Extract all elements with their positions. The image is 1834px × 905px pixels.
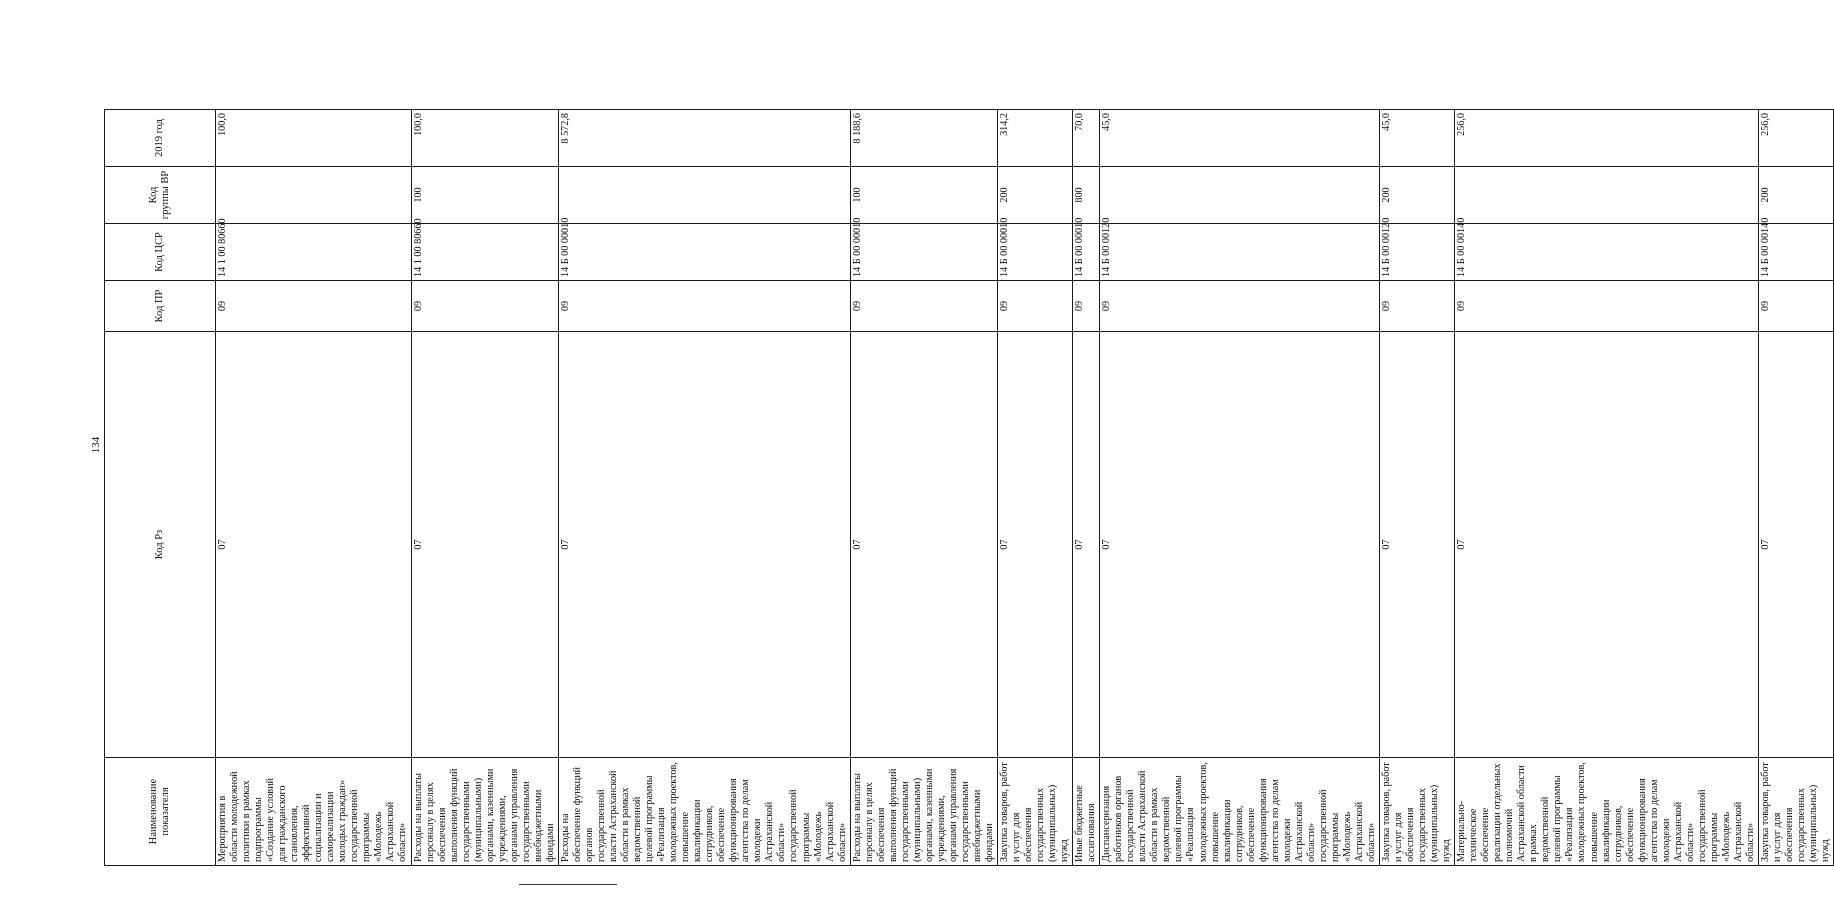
header-csr: Код ЦСР [105,224,216,281]
row-value-cell: 45,0 [1379,110,1454,167]
row-pr-cell: 09 [558,281,850,332]
row-name-cell: Мероприятия в области молодежной политики в рамках подпрограммы «Создание условий для гражданского становления, эффективной социализации и самореализации молодых граждан» государственной программы «Молодежь Астраханской области» [216,758,412,866]
row-value-cell: 70,0 [1073,110,1100,167]
page-number: 134 [90,436,102,454]
row-value-cell: 45,0 [1100,110,1380,167]
row-name-cell: Расходы на выплаты персоналу в целях обеспечения выполнения функций государственными (муниципальными) органами, казенными учреждениями, органами управления государственными внебюджетными фондами [850,758,997,866]
table-row [1455,53,1759,866]
row-csr-cell: 14 Б 00 00140 [1758,224,1833,281]
row-rz-cell: 07 [998,332,1073,758]
row-csr-cell: 14 Б 00 00140 [1455,224,1759,281]
row-vr-cell: 200 [1758,167,1833,224]
table-row [850,53,997,866]
row-name-cell: Расходы на обеспечение функций органов государственной власти Астраханской области в рамках ведомственной целевой программы «Реализация молодежных проектов, повышение квалификации сотрудников, обеспечение функционирования агентства по делам молодежи Астраханской области» государственной программы «Молодежь Астраханской области» [558,758,850,866]
row-name-cell: Закупка товаров, работ и услуг для обеспечения государственных (муниципальных) нужд [1758,758,1833,866]
row-value-cell: 8 188,6 [850,110,997,167]
header-rz: Код Рз [105,332,216,758]
row-vr-cell [558,167,850,224]
row-rz-cell: 07 [1758,332,1833,758]
row-vr-cell: 100 [411,167,558,224]
row-csr-cell: 14 Б 00 00120 [1379,224,1454,281]
row-csr-cell: 14 1 00 80660 [411,224,558,281]
row-rz-cell: 07 [558,332,850,758]
row-vr-cell [1455,167,1759,224]
row-name-cell: Закупка товаров, работ и услуг для обеспечения государственных (муниципальных) нужд [998,758,1073,866]
row-csr-cell: 14 Б 00 00010 [850,224,997,281]
row-csr-cell: 14 Б 00 00010 [998,224,1073,281]
row-pr-cell: 09 [850,281,997,332]
row-pr-cell: 09 [411,281,558,332]
row-name-cell: Диспансеризация работников органов государственной власти Астраханской области в рамках ведомственной целевой программы «Реализация молодежных проектов, повышение квалификации сотрудников, обеспечение функционирования агентства по делам молодежи Астраханской области» государственной программы «Молодежь Астраханской области» [1100,758,1380,866]
row-pr-cell: 09 [1073,281,1100,332]
table-row [411,53,558,866]
header-year: 2019 год [105,110,216,167]
row-csr-cell: 14 1 00 80660 [216,224,412,281]
row-csr-cell: 14 Б 00 00120 [1100,224,1380,281]
row-value-cell: 256,0 [1758,110,1833,167]
row-csr-cell: 14 Б 00 00010 [1073,224,1100,281]
table-row [1758,53,1833,866]
row-rz-cell: 07 [411,332,558,758]
row-name-cell: Материально-техническое обеспечение реализации отдельных полномочий Астраханской области в рамках ведомственной целевой программы «Реализация молодежных проектов, повышение квалификации сотрудников, обеспечение функционирования агентства по делам молодежи Астраханской области» государственной программы «Молодежь Астраханской области» [1455,758,1759,866]
row-vr-cell: 200 [998,167,1073,224]
row-vr-cell: 800 [1073,167,1100,224]
row-pr-cell: 09 [1455,281,1759,332]
row-pr-cell: 09 [1758,281,1833,332]
row-value-cell: 8 572,8 [558,110,850,167]
rotated-table-container [104,53,1832,866]
header-name: Наименование показателя [105,758,216,866]
footer-rule [519,884,617,885]
row-name-cell: Расходы на выплаты персоналу в целях обеспечения выполнения функций государственными (муниципальными) органами, казенными учреждениями, органами управления государственными внебюджетными фондами [411,758,558,866]
table-row [1379,53,1454,866]
row-rz-cell: 07 [1073,332,1100,758]
row-rz-cell: 07 [1100,332,1380,758]
row-value-cell: 256,0 [1455,110,1759,167]
header-row [105,53,216,866]
row-vr-cell: 200 [1379,167,1454,224]
table-row [1100,53,1380,866]
row-rz-cell: 07 [850,332,997,758]
row-pr-cell: 09 [1100,281,1380,332]
table-row [998,53,1073,866]
row-vr-cell [1100,167,1380,224]
row-rz-cell: 07 [1455,332,1759,758]
table-header [105,53,216,866]
row-value-cell: 100,0 [216,110,412,167]
row-name-cell: Закупка товаров, работ и услуг для обеспечения государственных (муниципальных) нужд [1379,758,1454,866]
row-pr-cell: 09 [216,281,412,332]
table-row [1073,53,1100,866]
row-pr-cell: 09 [1379,281,1454,332]
row-pr-cell: 09 [998,281,1073,332]
row-vr-cell [216,167,412,224]
budget-table [104,52,1834,866]
row-rz-cell: 07 [1379,332,1454,758]
row-name-cell: Иные бюджетные ассигнования [1073,758,1100,866]
row-csr-cell: 14 Б 00 00010 [558,224,850,281]
row-rz-cell: 07 [216,332,412,758]
row-value-cell: 314,2 [998,110,1073,167]
table-row [558,53,850,866]
header-pr: Код ПР [105,281,216,332]
table-body [216,53,1834,866]
header-vr: Код группы ВР [105,167,216,224]
table-row [216,53,412,866]
row-value-cell: 100,0 [411,110,558,167]
row-vr-cell: 100 [850,167,997,224]
